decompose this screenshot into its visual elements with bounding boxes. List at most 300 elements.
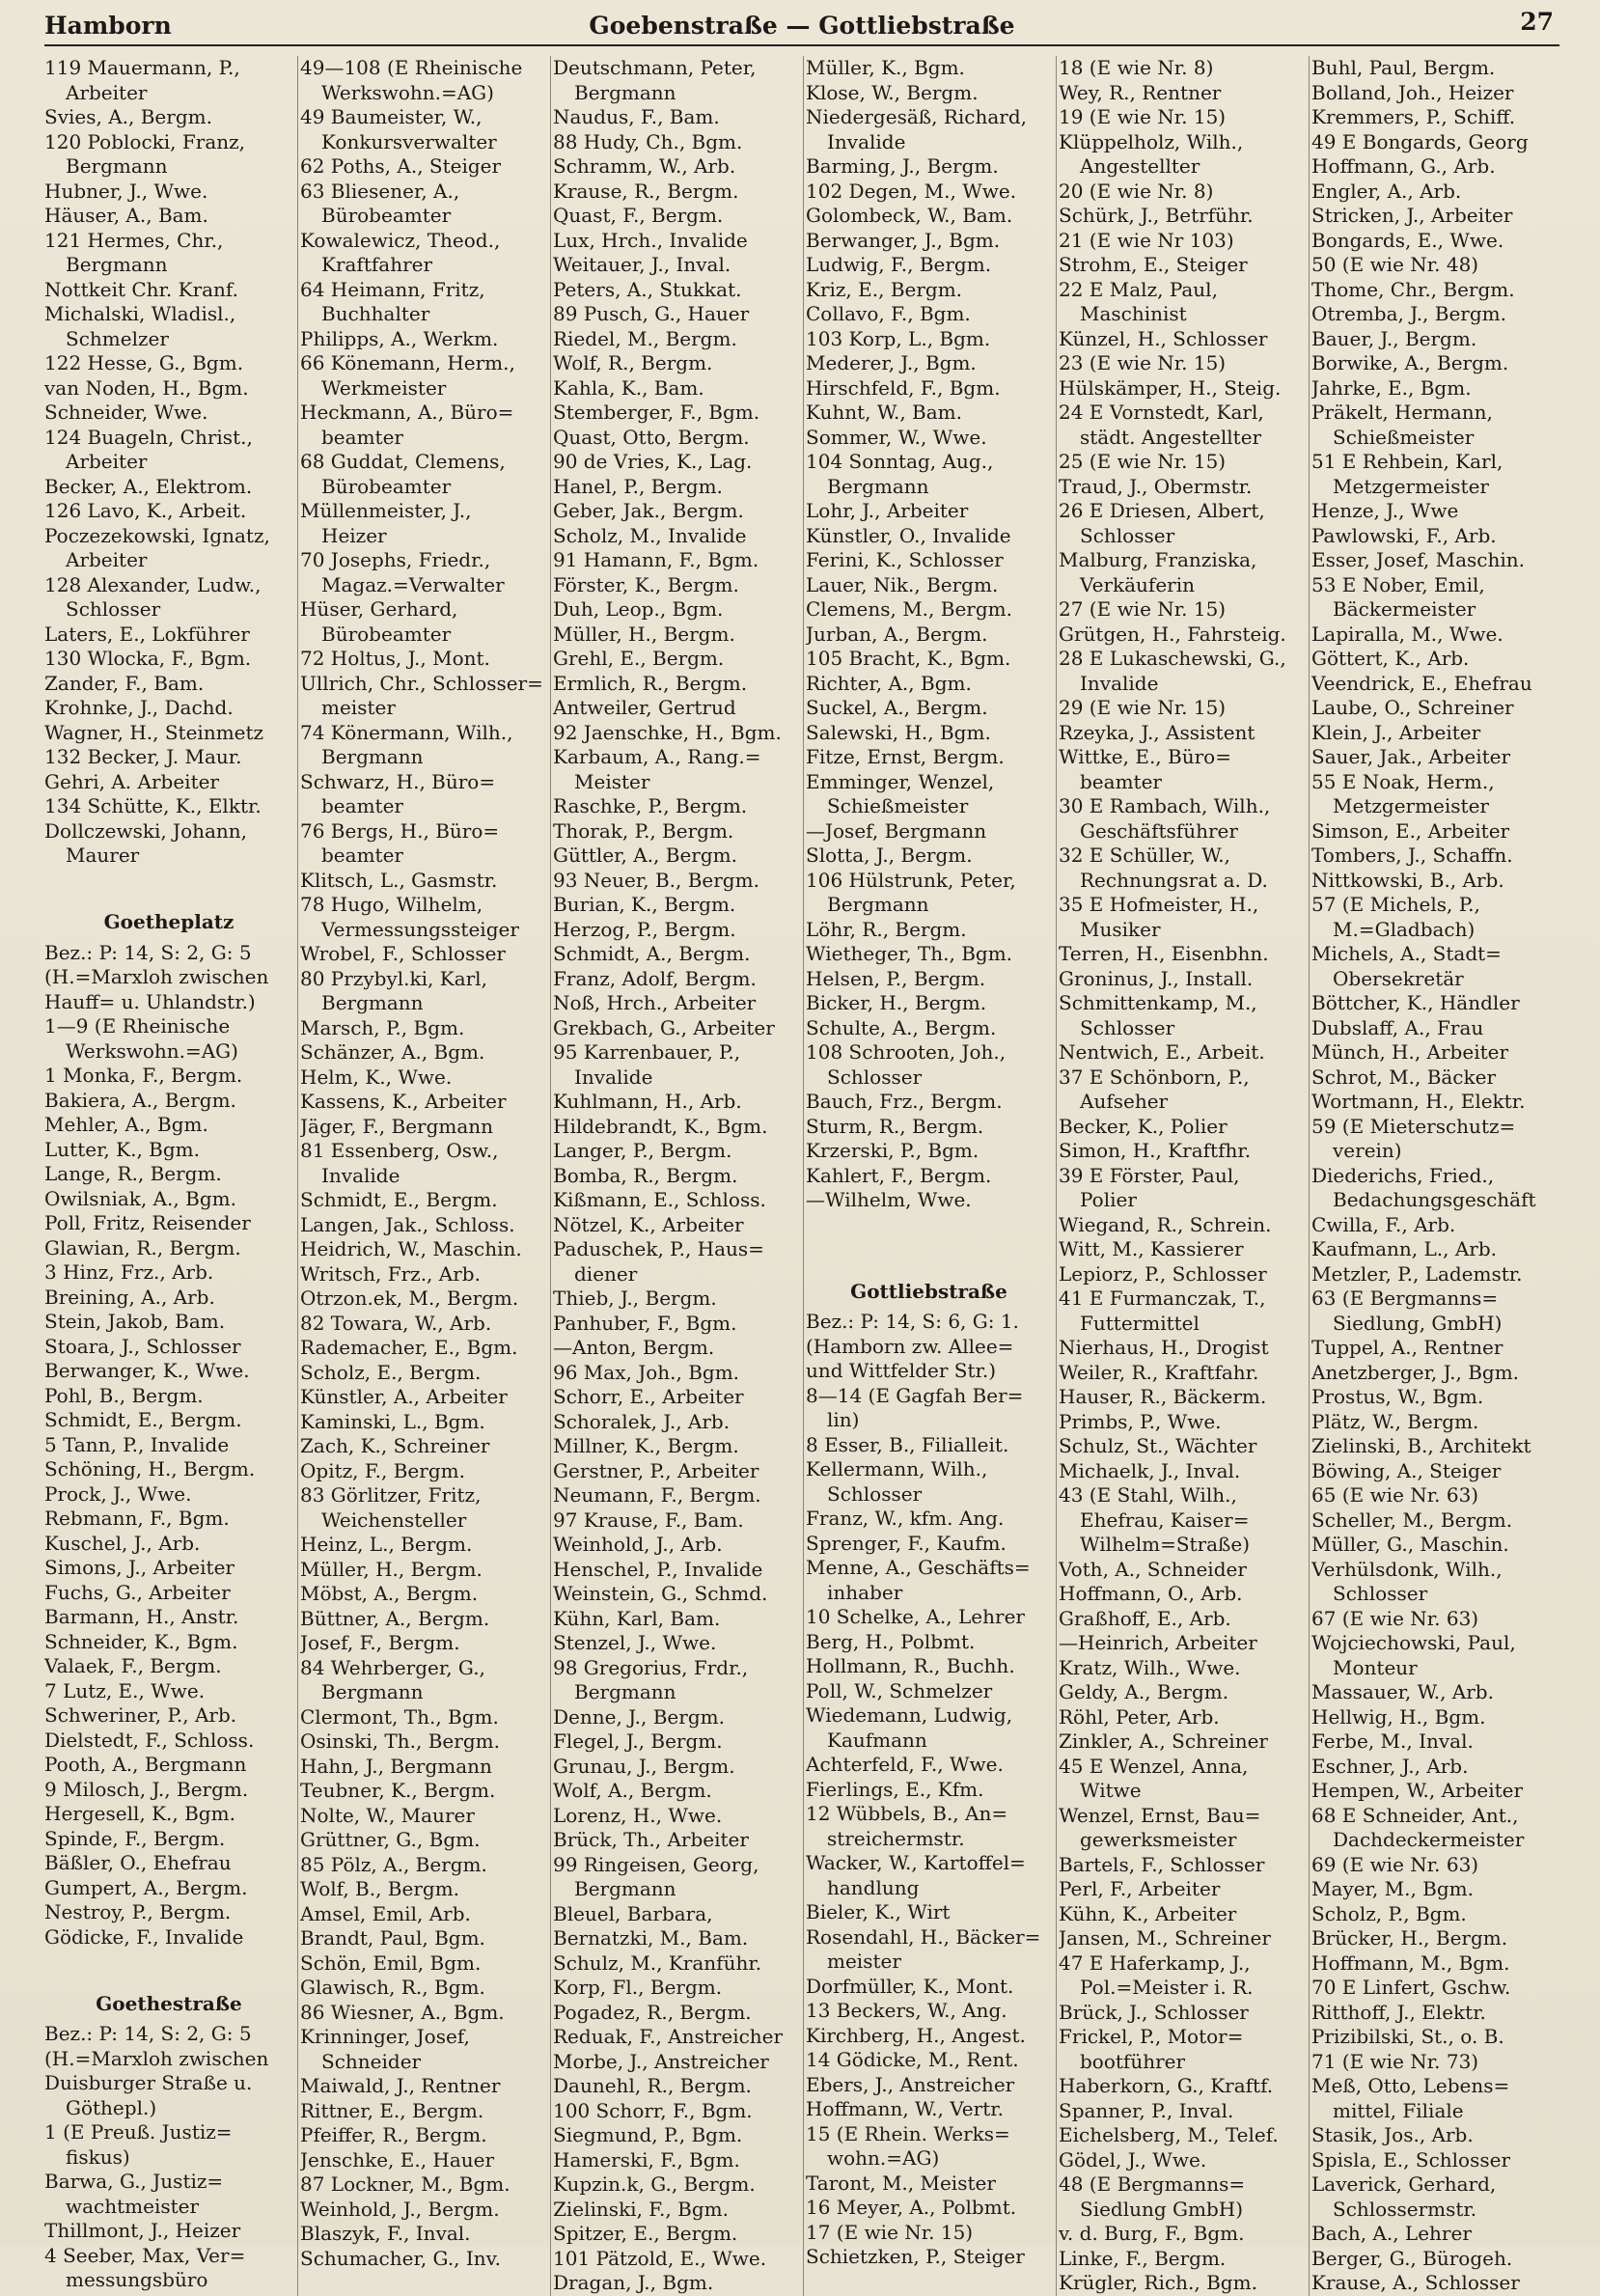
directory-entry: Riedel, M., Bergm. — [553, 326, 737, 350]
entry-continuation: Schlosser — [1080, 1015, 1175, 1039]
directory-entry: Henschel, P., Invalide — [553, 1557, 763, 1581]
directory-entry: Kellermann, Wilh., — [806, 1457, 988, 1480]
directory-entry: Simson, E., Arbeiter — [1311, 818, 1510, 843]
directory-entry: 63 Bliesener, A., — [300, 179, 460, 203]
directory-entry: Scholz, P., Bgm. — [1311, 1901, 1467, 1925]
directory-entry: Quast, Otto, Bergm. — [553, 425, 750, 449]
directory-entry: Stemberger, F., Bgm. — [553, 401, 760, 424]
directory-entry: 26 E Driesen, Albert, — [1059, 499, 1265, 522]
directory-entry: Poll, W., Schmelzer — [806, 1678, 993, 1702]
directory-entry: Jurban, A., Bergm. — [806, 622, 988, 646]
directory-entry: 83 Görlitzer, Fritz, — [300, 1483, 482, 1507]
entry-continuation: beamter — [1080, 769, 1162, 793]
directory-entry: Bez.: P: 14, S: 2, G: 5 — [44, 2022, 252, 2045]
directory-entry: Präkelt, Hermann, — [1311, 401, 1493, 424]
directory-entry: 99 Ringeisen, Georg, — [553, 1852, 759, 1876]
directory-entry: Otremba, J., Bergm. — [1311, 302, 1506, 325]
directory-entry: Sommer, W., Wwe. — [806, 425, 987, 449]
directory-entry: Antweiler, Gertrud — [553, 696, 736, 719]
entry-continuation: Maurer — [66, 844, 140, 867]
directory-entry: Röhl, Peter, Arb. — [1059, 1704, 1220, 1729]
directory-entry: Mehler, A., Bgm. — [44, 1113, 208, 1136]
directory-entry: Wolf, B., Bergm. — [300, 1877, 460, 1900]
directory-entry: Lauer, Nik., Bergm. — [806, 572, 999, 596]
directory-entry: Richter, A., Bgm. — [806, 671, 972, 695]
directory-entry: Korp, Fl., Bergm. — [553, 1976, 723, 1999]
directory-entry: Lohr, J., Arbeiter — [806, 499, 969, 522]
entry-continuation: Schneider — [321, 2049, 422, 2073]
directory-entry: 51 E Rehbein, Karl, — [1311, 450, 1503, 473]
directory-entry: 30 E Rambach, Wilh., — [1059, 794, 1271, 817]
directory-entry: Bieler, K., Wirt — [806, 1900, 951, 1923]
directory-entry: Pawlowski, F., Arb. — [1311, 523, 1497, 547]
directory-entry: Wagner, H., Steinmetz — [44, 720, 264, 744]
directory-entry: Müller, H., Bergm. — [300, 1557, 483, 1581]
entry-continuation: Metzgermeister — [1333, 794, 1489, 817]
directory-entry: Philipps, A., Werkm. — [300, 326, 499, 350]
directory-entry: Haberkorn, G., Kraftf. — [1059, 2074, 1274, 2097]
directory-entry: 1 Monka, F., Bergm. — [44, 1064, 243, 1087]
directory-entry: Thome, Chr., Bergm. — [1311, 277, 1515, 301]
directory-entry: Künstler, O., Invalide — [806, 523, 1011, 547]
directory-entry: Deutschmann, Peter, — [553, 56, 757, 79]
directory-entry: 41 E Furmanczak, T., — [1059, 1286, 1266, 1310]
directory-entry: 63 (E Bergmanns= — [1311, 1286, 1499, 1310]
entry-continuation: Geschäftsführer — [1080, 818, 1238, 843]
directory-entry: Poll, Fritz, Reisender — [44, 1211, 251, 1234]
directory-entry: 39 E Förster, Paul, — [1059, 1163, 1240, 1187]
directory-entry: 13 Beckers, W., Ang. — [806, 1999, 1007, 2022]
directory-entry: 91 Hamann, F., Bgm. — [553, 548, 759, 571]
directory-entry: Künzel, H., Schlosser — [1059, 326, 1268, 350]
directory-entry: 103 Korp, L., Bgm. — [806, 326, 991, 350]
entry-continuation: Bergmann — [574, 1877, 676, 1900]
directory-entry: Kupzin.k, G., Bergm. — [553, 2172, 756, 2196]
directory-entry: Malburg, Franziska, — [1059, 548, 1257, 571]
directory-entry: Bartels, F., Schlosser — [1059, 1852, 1265, 1876]
directory-entry: 28 E Lukaschewski, G., — [1059, 647, 1286, 670]
directory-entry: 3 Hinz, Frz., Arb. — [44, 1260, 214, 1284]
directory-entry: Fuchs, G., Arbeiter — [44, 1580, 231, 1604]
directory-entry: Schwarz, H., Büro= — [300, 769, 496, 793]
entry-continuation: Schlosser — [827, 1481, 923, 1506]
directory-entry: Hoffmann, G., Arb. — [1311, 154, 1496, 178]
entry-continuation: Futtermittel — [1080, 1311, 1200, 1335]
directory-entry: Geldy, A., Bergm. — [1059, 1680, 1229, 1703]
entry-continuation: Bürobeamter — [321, 474, 452, 498]
directory-entry: —Josef, Bergmann — [806, 818, 987, 843]
directory-entry: 74 Könermann, Wilh., — [300, 720, 513, 744]
directory-entry: Hoffmann, W., Vertr. — [806, 2097, 1004, 2120]
directory-entry: Diederichs, Fried., — [1311, 1163, 1495, 1187]
street-heading: Goethestraße — [96, 1991, 242, 2015]
entry-continuation: Polier — [1080, 1188, 1137, 1211]
entry-continuation: Bergmann — [321, 1680, 424, 1703]
directory-entry: Mederer, J., Bgm. — [806, 351, 977, 374]
directory-entry: Hubner, J., Wwe. — [44, 179, 208, 203]
directory-entry: Scholz, M., Invalide — [553, 523, 747, 547]
directory-entry: 55 E Noak, Herm., — [1311, 769, 1495, 793]
entry-continuation: beamter — [321, 425, 403, 449]
directory-entry: Schulz, St., Wächter — [1059, 1434, 1257, 1457]
directory-entry: Krügler, Rich., Bgm. — [1059, 2271, 1257, 2294]
directory-entry: Wolf, A., Bergm. — [553, 1779, 712, 1802]
directory-entry: Wiegand, R., Schrein. — [1059, 1212, 1272, 1236]
directory-entry: Ritthoff, J., Elektr. — [1311, 2000, 1486, 2024]
directory-entry: 45 E Wenzel, Anna, — [1059, 1754, 1249, 1778]
directory-entry: Laverick, Gerhard, — [1311, 2172, 1497, 2196]
entry-continuation: Heizer — [321, 523, 387, 547]
directory-entry: Blaszyk, F., Inval. — [300, 2222, 471, 2245]
directory-entry: Schoralek, J., Arb. — [553, 1409, 731, 1433]
directory-entry: (Hamborn zw. Allee= — [806, 1334, 1014, 1358]
directory-entry: Kremmers, P., Schiff. — [1311, 105, 1516, 128]
directory-entry: Michalski, Wladisl., — [44, 302, 236, 325]
directory-entry: 84 Wehrberger, G., — [300, 1655, 485, 1679]
directory-entry: Heidrich, W., Maschin. — [300, 1237, 522, 1260]
directory-entry: Hoffmann, O., Arb. — [1059, 1582, 1243, 1605]
directory-entry: Hauser, R., Bäckerm. — [1059, 1385, 1267, 1408]
directory-entry: Franz, W., kfm. Ang. — [806, 1507, 1005, 1530]
directory-entry: Kuhlmann, H., Arb. — [553, 1090, 742, 1113]
directory-entry: 1—9 (E Rheinische — [44, 1014, 231, 1037]
directory-entry: 120 Poblocki, Franz, — [44, 129, 246, 153]
entry-continuation: Schlosser — [1080, 523, 1175, 547]
directory-entry: Groninus, J., Install. — [1059, 966, 1254, 990]
directory-entry: Wenzel, Ernst, Bau= — [1059, 1803, 1261, 1827]
directory-entry: Eichelsberg, M., Telef. — [1059, 2123, 1279, 2146]
directory-entry: Löhr, R., Bergm. — [806, 917, 967, 941]
directory-entry: Müller, G., Maschin. — [1311, 1533, 1509, 1556]
directory-entry: Hellwig, H., Bgm. — [1311, 1704, 1486, 1729]
entry-continuation: gewerksmeister — [1080, 1828, 1237, 1851]
entry-continuation: wachtmeister — [66, 2194, 200, 2218]
directory-entry: 134 Schütte, K., Elktr. — [44, 794, 262, 817]
directory-entry: Neumann, F., Bergm. — [553, 1483, 761, 1507]
directory-entry: 102 Degen, M., Wwe. — [806, 179, 1017, 203]
directory-entry: Gerstner, P., Arbeiter — [553, 1458, 759, 1482]
directory-entry: Bongards, E., Wwe. — [1311, 228, 1504, 252]
directory-entry: Schweriner, P., Arb. — [44, 1703, 237, 1727]
directory-entry: Münch, H., Arbeiter — [1311, 1040, 1509, 1064]
directory-entry: Massauer, W., Arb. — [1311, 1680, 1494, 1703]
directory-entry: 68 Guddat, Clemens, — [300, 450, 506, 473]
entry-continuation: Bergmann — [574, 1680, 676, 1703]
directory-entry: 50 (E wie Nr. 48) — [1311, 253, 1479, 276]
directory-entry: Lorenz, H., Wwe. — [553, 1803, 723, 1827]
directory-entry: 124 Buageln, Christ., — [44, 425, 253, 449]
directory-entry: Engler, A., Arb. — [1311, 179, 1462, 203]
spacer — [44, 1950, 293, 1975]
directory-entry: 95 Karrenbauer, P., — [553, 1040, 741, 1064]
directory-entry: Hempen, W., Arbeiter — [1311, 1779, 1524, 1802]
directory-entry: Wiedemann, Ludwig, — [806, 1703, 1013, 1727]
directory-entry: Göttert, K., Arb. — [1311, 647, 1470, 670]
directory-entry: Siegmund, P., Bgm. — [553, 2123, 743, 2146]
directory-entry: Achterfeld, F., Wwe. — [806, 1753, 1004, 1776]
entry-continuation: beamter — [321, 794, 403, 817]
entry-continuation: Bürobeamter — [321, 204, 452, 227]
directory-entry: Raschke, P., Bergm. — [553, 794, 748, 817]
directory-entry: Nierhaus, H., Drogist — [1059, 1336, 1269, 1359]
directory-entry: Otrzon.ek, M., Bergm. — [300, 1286, 519, 1310]
directory-entry: Dielstedt, F., Schloss. — [44, 1728, 255, 1752]
directory-entry: —Heinrich, Arbeiter — [1059, 1631, 1257, 1654]
directory-entry: Collavo, F., Bgm. — [806, 302, 971, 325]
directory-entry: Krzerski, P., Bgm. — [806, 1139, 979, 1162]
directory-entry: Grehl, E., Bergm. — [553, 647, 725, 670]
directory-entry: Becker, A., Elektrom. — [44, 474, 253, 498]
directory-entry: 104 Sonntag, Aug., — [806, 450, 994, 473]
directory-entry: 32 E Schüller, W., — [1059, 844, 1230, 867]
directory-entry: Kühn, Karl, Bam. — [553, 1606, 721, 1630]
directory-entry: Pfeiffer, R., Bergm. — [300, 2123, 487, 2146]
directory-entry: Zielinski, F., Bgm. — [553, 2197, 729, 2221]
directory-entry: Thillmont, J., Heizer — [44, 2219, 241, 2242]
directory-entry: Fierlings, E., Kfm. — [806, 1777, 984, 1801]
entry-continuation: messungsbüro — [66, 2268, 208, 2291]
column-4 — [803, 56, 1056, 2296]
directory-entry: Rzeyka, J., Assistent — [1059, 720, 1255, 744]
entry-continuation: Göthepl.) — [66, 2095, 157, 2119]
directory-entry: Hollmann, R., Buchh. — [806, 1654, 1015, 1677]
directory-entry: Weiler, R., Kraftfahr. — [1059, 1360, 1259, 1384]
directory-entry: Kaminski, L., Bgm. — [300, 1409, 485, 1433]
directory-entry: Poczezekowski, Ignatz, — [44, 523, 270, 547]
directory-entry: Brück, J., Schlosser — [1059, 2000, 1249, 2024]
directory-entry: Lepiorz, P., Schlosser — [1059, 1261, 1267, 1286]
directory-entry: Taront, M., Meister — [806, 2171, 996, 2195]
entry-continuation: Invalide — [321, 1163, 400, 1187]
directory-entry: Schietzken, P., Steiger — [806, 2245, 1025, 2268]
column-1 — [44, 56, 297, 2296]
directory-entry: 67 (E wie Nr. 63) — [1311, 1606, 1479, 1630]
directory-entry: Bicker, H., Bergm. — [806, 991, 987, 1014]
directory-entry: Karbaum, A., Rang.= — [553, 745, 761, 768]
directory-entry: Sauer, Jak., Arbeiter — [1311, 745, 1511, 768]
directory-entry: Kowalewicz, Theod., — [300, 228, 501, 252]
directory-entry: Grunau, J., Bergm. — [553, 1754, 735, 1778]
directory-entry: Valaek, F., Bergm. — [44, 1654, 222, 1677]
directory-entry: Henze, J., Wwe — [1311, 499, 1459, 522]
directory-entry: Hildebrandt, K., Bgm. — [553, 1114, 768, 1138]
directory-entry: Thieb, J., Bergm. — [553, 1286, 717, 1310]
directory-entry: Klitsch, L., Gasmstr. — [300, 868, 498, 892]
directory-entry: Wrobel, F., Schlosser — [300, 942, 506, 965]
directory-entry: Schulte, A., Bergm. — [806, 1015, 997, 1039]
directory-entry: 49—108 (E Rheinische — [300, 56, 523, 79]
directory-entry: Simon, H., Kraftfhr. — [1059, 1139, 1252, 1162]
column-2 — [297, 56, 550, 2296]
directory-entry: Esser, Josef, Maschin. — [1311, 548, 1525, 571]
entry-continuation: Bäckermeister — [1333, 597, 1476, 621]
directory-entry: Nolte, W., Maurer — [300, 1803, 475, 1827]
directory-entry: Ludwig, F., Bergm. — [806, 253, 992, 276]
entry-continuation: Pol.=Meister i. R. — [1080, 1976, 1254, 1999]
directory-entry: Kuschel, J., Arb. — [44, 1531, 201, 1555]
directory-columns — [44, 56, 1559, 2296]
directory-entry: 100 Schorr, F., Bgm. — [553, 2098, 753, 2122]
directory-entry: 96 Max, Joh., Bgm. — [553, 1360, 740, 1384]
directory-entry: Kahla, K., Bam. — [553, 375, 704, 400]
directory-entry: Kahlert, F., Bergm. — [806, 1163, 992, 1187]
directory-entry: Daunehl, R., Bergm. — [553, 2074, 752, 2097]
directory-entry: Nittkowski, B., Arb. — [1311, 868, 1504, 892]
directory-entry: Duisburger Straße u. — [44, 2071, 253, 2094]
directory-entry: Peters, A., Stukkat. — [553, 277, 742, 301]
directory-entry: Sprenger, F., Kaufm. — [806, 1531, 1007, 1555]
directory-entry: 70 Josephs, Friedr., — [300, 548, 491, 571]
entry-continuation: Ehefrau, Kaiser= — [1080, 1508, 1250, 1532]
directory-entry: Gehri, A. Arbeiter — [44, 769, 219, 793]
directory-entry: 92 Jaenschke, H., Bgm. — [553, 720, 782, 744]
directory-entry: Frickel, P., Motor= — [1059, 2025, 1244, 2048]
directory-entry: Jäger, F., Bergmann — [300, 1114, 494, 1138]
directory-entry: v. d. Burg, F., Bgm. — [1059, 2222, 1245, 2245]
directory-entry: Geber, Jak., Bergm. — [553, 499, 744, 522]
directory-entry: 122 Hesse, G., Bgm. — [44, 351, 244, 374]
directory-entry: 72 Holtus, J., Mont. — [300, 647, 490, 670]
directory-entry: Klein, J., Arbeiter — [1311, 720, 1481, 744]
directory-entry: Spanner, P., Inval. — [1059, 2098, 1234, 2122]
directory-entry: Krinninger, Josef, — [300, 2025, 470, 2048]
directory-entry: Scholz, E., Bergm. — [300, 1360, 482, 1384]
directory-entry: Hüser, Gerhard, — [300, 597, 458, 621]
directory-entry: Grüttner, G., Bgm. — [300, 1828, 481, 1851]
directory-entry: Berg, H., Polbmt. — [806, 1629, 976, 1653]
directory-entry: 53 E Nober, Emil, — [1311, 572, 1485, 596]
directory-entry: Hergesell, K., Bgm. — [44, 1802, 235, 1825]
directory-entry: 130 Wlocka, F., Bgm. — [44, 647, 252, 670]
directory-entry: Heckmann, A., Büro= — [300, 401, 514, 424]
directory-entry: Voth, A., Schneider — [1059, 1557, 1247, 1581]
directory-entry: Schneider, K., Bgm. — [44, 1629, 238, 1653]
directory-entry: Schrot, M., Bäcker — [1311, 1065, 1497, 1089]
directory-entry: Nentwich, E., Arbeit. — [1059, 1040, 1265, 1064]
entry-continuation: Rechnungsrat a. D. — [1080, 868, 1268, 892]
directory-entry: Zielinski, B., Architekt — [1311, 1434, 1531, 1457]
entry-continuation: mittel, Filiale — [1333, 2098, 1464, 2122]
directory-entry: Langen, Jak., Schloss. — [300, 1212, 515, 1236]
entry-continuation: Meister — [574, 769, 650, 793]
directory-entry: Grütgen, H., Fahrsteig. — [1059, 622, 1286, 646]
directory-entry: Berwanger, K., Wwe. — [44, 1359, 250, 1382]
directory-entry: Ullrich, Chr., Schlosser= — [300, 671, 543, 695]
directory-entry: Prock, J., Wwe. — [44, 1481, 192, 1506]
directory-entry: Rosendahl, H., Bäcker= — [806, 1924, 1041, 1949]
directory-entry: 82 Towara, W., Arb. — [300, 1311, 492, 1335]
directory-entry: 7 Lutz, E., Wwe. — [44, 1678, 206, 1702]
directory-entry: 80 Przybyl.ki, Karl, — [300, 966, 487, 990]
directory-entry: Hahn, J., Bergmann — [300, 1754, 492, 1778]
directory-entry: Linke, F., Bergm. — [1059, 2246, 1227, 2270]
directory-entry: Gumpert, A., Bergm. — [44, 1875, 248, 1899]
directory-entry: Rebmann, F., Bgm. — [44, 1507, 230, 1530]
directory-entry: Müllenmeister, J., — [300, 499, 472, 522]
directory-entry: Nestroy, P., Bergm. — [44, 1900, 232, 1923]
directory-entry: Hoffmann, M., Bgm. — [1311, 1950, 1510, 1975]
entry-continuation: Wilhelm=Straße) — [1080, 1533, 1251, 1556]
directory-entry: Kratz, Wilh., Wwe. — [1059, 1655, 1241, 1679]
directory-entry: Sturm, R., Bergm. — [806, 1114, 984, 1138]
directory-entry: Böttcher, K., Händler — [1311, 991, 1520, 1014]
entry-continuation: Metzgermeister — [1333, 474, 1489, 498]
directory-entry: Berger, G., Bürogeh. — [1311, 2246, 1513, 2270]
directory-entry: 126 Lavo, K., Arbeit. — [44, 499, 247, 522]
directory-entry: Terren, H., Eisenbhn. — [1059, 942, 1269, 965]
header-locality: Hamborn — [44, 12, 172, 40]
directory-entry: Büttner, A., Bergm. — [300, 1606, 490, 1630]
directory-entry: Verhülsdonk, Wilh., — [1311, 1557, 1503, 1581]
directory-entry: Krause, R., Bergm. — [553, 179, 739, 203]
directory-entry: Helm, K., Wwe. — [300, 1065, 453, 1089]
directory-entry: 24 E Vornstedt, Karl, — [1059, 401, 1264, 424]
directory-entry: 8—14 (E Gagfah Ber= — [806, 1383, 1024, 1407]
directory-entry: Meß, Otto, Lebens= — [1311, 2074, 1510, 2097]
directory-entry: Kuhnt, W., Bam. — [806, 401, 962, 424]
directory-entry: Scheller, M., Bergm. — [1311, 1508, 1513, 1532]
directory-entry: Eschner, J., Arb. — [1311, 1754, 1469, 1778]
directory-entry: 108 Schrooten, Joh., — [806, 1040, 1007, 1064]
directory-entry: Klose, W., Bergm. — [806, 80, 979, 104]
entry-continuation: Kaufmann — [827, 1728, 927, 1752]
entry-continuation: Bedachungsgeschäft — [1333, 1188, 1536, 1211]
entry-continuation: Buchhalter — [321, 302, 430, 325]
directory-entry: Traud, J., Obermstr. — [1059, 474, 1253, 498]
entry-continuation: Invalide — [574, 1065, 653, 1089]
directory-entry: (H.=Marxloh zwischen — [44, 965, 269, 988]
directory-entry: Dubslaff, A., Frau — [1311, 1015, 1484, 1039]
directory-entry: Schürk, J., Betrführ. — [1059, 204, 1254, 227]
directory-entry: Barwa, G., Justiz= — [44, 2170, 224, 2193]
directory-entry: Müller, K., Bgm. — [806, 56, 965, 79]
entry-continuation: Invalide — [1080, 671, 1159, 695]
directory-entry: Pooth, A., Bergmann — [44, 1753, 247, 1776]
directory-entry: Duh, Leop., Bgm. — [553, 597, 724, 621]
directory-entry: Kühn, K., Arbeiter — [1059, 1901, 1237, 1925]
directory-entry: 57 (E Michels, P., — [1311, 893, 1480, 916]
directory-entry: Metzler, P., Lademstr. — [1311, 1261, 1523, 1286]
directory-entry: Plätz, W., Bergm. — [1311, 1409, 1479, 1433]
directory-entry: 10 Schelke, A., Lehrer — [806, 1605, 1025, 1628]
entry-continuation: Magaz.=Verwalter — [321, 572, 505, 596]
street-heading: Gottliebstraße — [850, 1279, 1007, 1303]
directory-entry: 27 (E wie Nr. 15) — [1059, 597, 1227, 621]
directory-entry: Stoara, J., Schlosser — [44, 1334, 241, 1358]
directory-entry: 15 (E Rhein. Werks= — [806, 2121, 1010, 2145]
directory-entry: 49 Baumeister, W., — [300, 105, 483, 128]
directory-entry: Teubner, K., Bergm. — [300, 1779, 496, 1802]
directory-entry: Amsel, Emil, Arb. — [300, 1901, 471, 1925]
entry-continuation: Aufseher — [1080, 1090, 1169, 1113]
entry-continuation: Bergmann — [321, 745, 424, 768]
directory-entry: Schön, Emil, Bgm. — [300, 1950, 482, 1975]
directory-entry: 105 Bracht, K., Bgm. — [806, 647, 1011, 670]
directory-entry: 12 Wübbels, B., An= — [806, 1802, 1008, 1825]
directory-entry: Owilsniak, A., Bgm. — [44, 1186, 236, 1210]
entry-continuation: Arbeiter — [66, 80, 148, 104]
directory-entry: 35 E Hofmeister, H., — [1059, 893, 1259, 916]
directory-entry: Ermlich, R., Bergm. — [553, 671, 748, 695]
directory-entry: Barming, J., Bergm. — [806, 154, 999, 178]
directory-entry: Nottkeit Chr. Kranf. — [44, 277, 238, 301]
entry-continuation: Invalide — [827, 129, 906, 153]
directory-entry: Dorfmüller, K., Mont. — [806, 1974, 1014, 1998]
directory-entry: 93 Neuer, B., Bergm. — [553, 868, 759, 892]
directory-entry: Kaufmann, L., Arb. — [1311, 1237, 1498, 1260]
directory-entry: Mayer, M., Bgm. — [1311, 1877, 1474, 1900]
directory-entry: Perl, F., Arbeiter — [1059, 1877, 1221, 1900]
